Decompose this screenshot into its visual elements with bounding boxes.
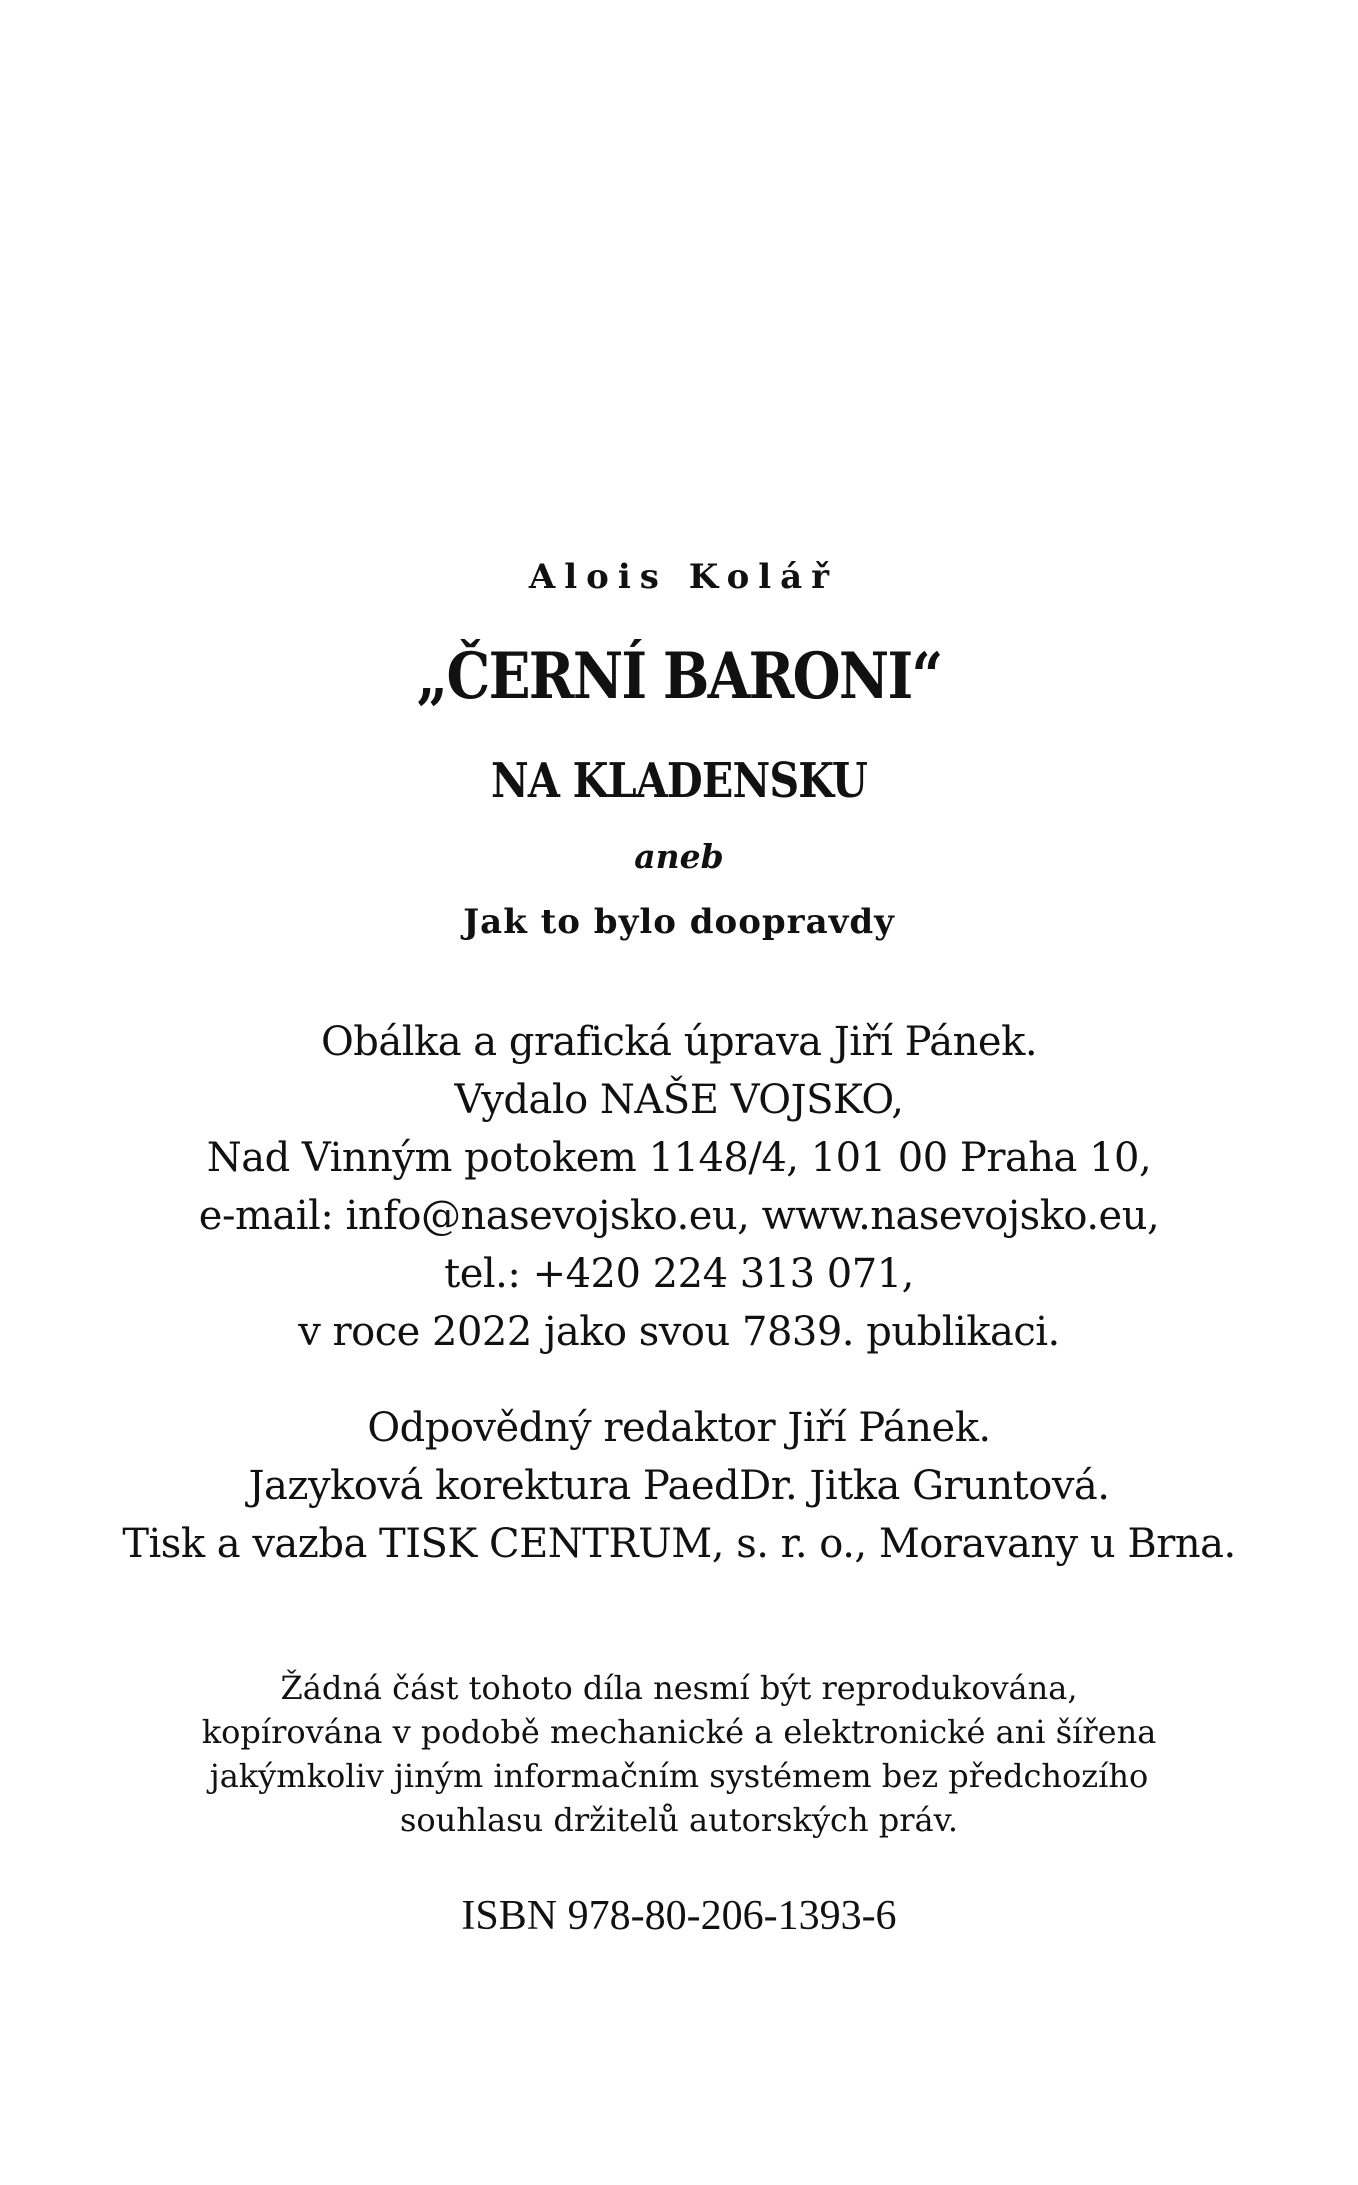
title-conjunction: aneb — [634, 837, 724, 876]
imprint-line-phone: tel.: +420 224 313 071, — [444, 1251, 914, 1297]
imprint-line-publication-year: v roce 2022 jako svou 7839. publikaci. — [298, 1309, 1060, 1355]
isbn-number: ISBN 978-80-206-1393-6 — [461, 1893, 897, 1939]
credit-line-editor: Odpovědný redaktor Jiří Pánek. — [367, 1405, 991, 1451]
imprint-line-cover-design: Obálka a grafická úprava Jiří Pánek. — [320, 1019, 1038, 1065]
book-title: „ČERNÍ BARONI“ — [416, 639, 942, 714]
book-subtitle: NA KLADENSKU — [491, 753, 867, 809]
imprint-line-address: Nad Vinným potokem 1148/4, 101 00 Praha 10, — [206, 1135, 1152, 1181]
imprint-line-contact: e-mail: info@nasevojsko.eu, www.nasevojsko.eu, — [198, 1193, 1160, 1239]
copyright-notice-line: kopírována v podobě mechanické a elektronické ani šířena — [201, 1713, 1157, 1751]
copyright-notice-line: souhlasu držitelů autorských práv. — [399, 1801, 959, 1839]
credit-line-proofreading: Jazyková korektura PaedDr. Jitka Gruntová. — [248, 1463, 1110, 1509]
copyright-notice-line: jakýmkoliv jiným informačním systémem bez předchozího — [209, 1757, 1149, 1795]
copyright-notice-line: Žádná část tohoto díla nesmí být reprodukována, — [280, 1669, 1078, 1707]
book-tagline: Jak to bylo doopravdy — [463, 902, 895, 942]
imprint-line-publisher: Vydalo NAŠE VOJSKO, — [454, 1077, 904, 1123]
credit-line-printing: Tisk a vazba TISK CENTRUM, s. r. o., Moravany u Brna. — [122, 1521, 1236, 1567]
author-name: Alois Kolář — [528, 557, 839, 597]
